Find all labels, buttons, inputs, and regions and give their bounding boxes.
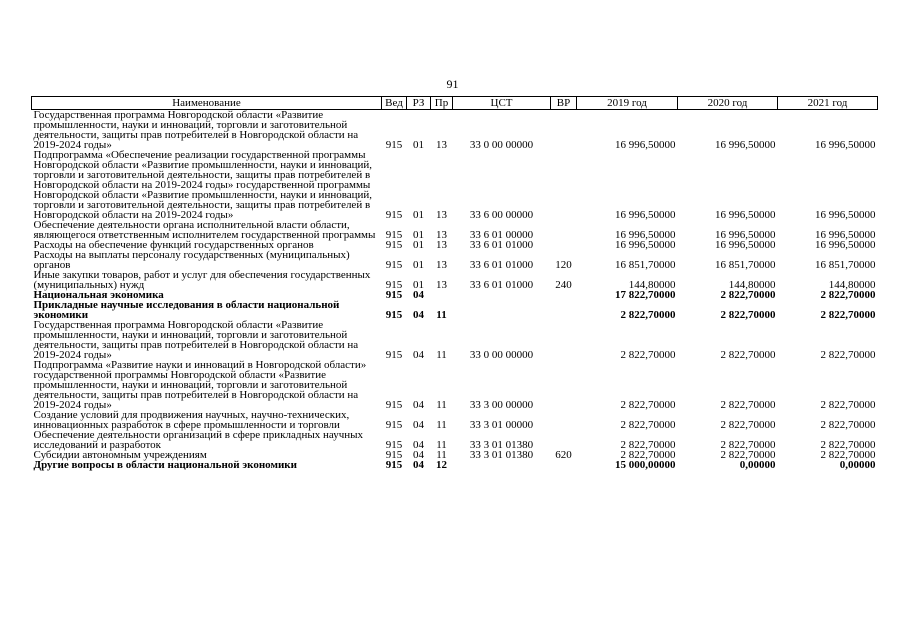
cell-2019: 16 996,50000 xyxy=(615,209,676,221)
cell-2021: 16 996,50000 xyxy=(815,209,876,221)
cell-cst: 33 3 00 00000 xyxy=(469,399,534,411)
cell-ved: 915 xyxy=(385,139,403,151)
cell-vr xyxy=(551,410,577,430)
cell-pr: 11 xyxy=(436,419,447,431)
cell-2021: 0,00000 xyxy=(839,459,876,471)
cell-vr xyxy=(551,320,577,360)
cell-name: Обеспечение деятельности организаций в сфере прикладных научных исследований и разработок xyxy=(33,429,364,451)
cell-rz: 04 xyxy=(413,399,424,411)
cell-name: Расходы на выплаты персоналу государственных (муниципальных) органов xyxy=(33,249,350,271)
table-row xyxy=(32,430,878,450)
cell-ved: 915 xyxy=(385,459,403,471)
cell-pr: 11 xyxy=(436,349,447,361)
cell-name: Государственная программа Новгородской области «Развитие промышленности, науки и инноваций, торговли и заготовительной деятельности, защиты прав потребителей в Новгородской области на 2019-2024 годы» xyxy=(33,319,359,361)
cell-cst: 33 0 00 00000 xyxy=(469,349,534,361)
cell-vr xyxy=(551,360,577,410)
cell-cst: 33 6 00 00000 xyxy=(469,209,534,221)
cell-name: Подпрограмма «Обеспечение реализации государственной программы Новгородской области «Развитие промышленности, науки и инноваций, торговли и заготовительной деятельности, защиты прав потребителей в Новгородской области на 2019-2024 годы» государственной программы Новгородской области «Развитие промышленности, науки и инноваций, торговли и заготовительной деятельности, защиты прав потребителей в Новгородской области на 2019-2024 годы» xyxy=(33,149,373,221)
table-row xyxy=(32,460,878,470)
cell-pr: 11 xyxy=(436,439,447,451)
cell-vr: 240 xyxy=(555,279,572,291)
cell-vr xyxy=(551,220,577,240)
cell-pr: 11 xyxy=(436,309,447,321)
cell-rz: 04 xyxy=(413,349,424,361)
cell-2020: 2 822,70000 xyxy=(720,449,776,461)
cell-pr: 13 xyxy=(436,139,447,151)
cell-2019: 144,80000 xyxy=(628,279,676,291)
cell-2019: 16 851,70000 xyxy=(615,259,676,271)
cell-vr xyxy=(551,300,577,320)
cell-name: Национальная экономика xyxy=(33,289,164,301)
cell-ved: 915 xyxy=(385,289,403,301)
cell-cst: 33 6 01 01000 xyxy=(469,259,534,271)
table-row xyxy=(32,410,878,430)
cell-pr xyxy=(431,290,453,300)
cell-cst: 33 3 01 01380 xyxy=(469,449,534,461)
cell-2020: 2 822,70000 xyxy=(720,419,776,431)
cell-ved: 915 xyxy=(385,399,403,411)
header-pr: Пр xyxy=(431,97,453,110)
header-ved: Вед xyxy=(382,97,407,110)
header-2021: 2021 год xyxy=(778,97,878,110)
cell-rz: 04 xyxy=(413,309,424,321)
cell-2021: 2 822,70000 xyxy=(820,349,876,361)
cell-2020: 16 851,70000 xyxy=(715,259,776,271)
cell-2019: 2 822,70000 xyxy=(620,419,676,431)
cell-cst: 33 6 01 00000 xyxy=(469,229,534,241)
cell-rz: 01 xyxy=(413,279,424,291)
cell-2019: 16 996,50000 xyxy=(615,139,676,151)
cell-vr xyxy=(551,430,577,450)
table-row xyxy=(32,110,878,151)
cell-rz: 04 xyxy=(413,419,424,431)
cell-2019: 2 822,70000 xyxy=(620,399,676,411)
table-row xyxy=(32,250,878,270)
cell-2021: 2 822,70000 xyxy=(820,419,876,431)
table-row xyxy=(32,220,878,240)
cell-cst: 33 3 01 00000 xyxy=(469,419,534,431)
cell-2019: 16 996,50000 xyxy=(615,229,676,241)
cell-pr: 11 xyxy=(436,449,447,461)
cell-2020: 16 996,50000 xyxy=(715,229,776,241)
cell-2020: 16 996,50000 xyxy=(715,239,776,251)
cell-name: Иные закупки товаров, работ и услуг для обеспечения государственных (муниципальных) нужд xyxy=(33,269,371,291)
cell-vr: 120 xyxy=(555,259,572,271)
cell-name: Другие вопросы в области национальной экономики xyxy=(33,459,297,471)
cell-2021: 2 822,70000 xyxy=(820,399,876,411)
cell-2021: 2 822,70000 xyxy=(820,449,876,461)
cell-rz: 01 xyxy=(413,209,424,221)
header-cst: ЦСТ xyxy=(453,97,551,110)
cell-2020: 16 996,50000 xyxy=(715,139,776,151)
cell-name: Подпрограмма «Развитие науки и инноваций в Новгородской области» государственной программы Новгородской области «Развитие промышленности, науки и инноваций, торговли и заготовительной деятельности, защиты прав потребителей в Новгородской области на 2019-2024 годы» xyxy=(33,359,367,411)
cell-pr: 11 xyxy=(436,399,447,411)
cell-ved: 915 xyxy=(385,209,403,221)
cell-2021: 16 996,50000 xyxy=(815,239,876,251)
cell-2020: 0,00000 xyxy=(739,459,776,471)
cell-cst: 33 6 01 01000 xyxy=(469,279,534,291)
cell-2019: 15 000,00000 xyxy=(615,459,676,471)
page-number: 91 xyxy=(446,77,459,91)
cell-2019: 2 822,70000 xyxy=(620,309,676,321)
cell-2021: 2 822,70000 xyxy=(820,439,876,451)
cell-ved: 915 xyxy=(385,449,403,461)
cell-rz: 01 xyxy=(413,259,424,271)
cell-cst xyxy=(453,290,551,300)
cell-cst: 33 6 01 01000 xyxy=(469,239,534,251)
table-row xyxy=(32,360,878,410)
table-row xyxy=(32,320,878,360)
cell-vr xyxy=(551,110,577,151)
cell-2021: 2 822,70000 xyxy=(820,289,876,301)
table-row xyxy=(32,300,878,320)
cell-2020: 2 822,70000 xyxy=(720,309,776,321)
cell-name: Расходы на обеспечение функций государственных органов xyxy=(33,239,314,251)
cell-ved: 915 xyxy=(385,349,403,361)
header-rz: РЗ xyxy=(407,97,431,110)
cell-pr: 13 xyxy=(436,239,447,251)
cell-rz: 01 xyxy=(413,229,424,241)
cell-rz: 04 xyxy=(413,459,424,471)
cell-cst xyxy=(453,300,551,320)
cell-cst xyxy=(453,460,551,470)
cell-rz: 04 xyxy=(413,439,424,451)
cell-2020: 144,80000 xyxy=(728,279,776,291)
cell-rz: 01 xyxy=(413,139,424,151)
cell-cst: 33 3 01 01380 xyxy=(469,439,534,451)
cell-ved: 915 xyxy=(385,279,403,291)
cell-2020: 2 822,70000 xyxy=(720,399,776,411)
header-2020: 2020 год xyxy=(678,97,778,110)
cell-vr xyxy=(551,290,577,300)
cell-ved: 915 xyxy=(385,309,403,321)
cell-ved: 915 xyxy=(385,229,403,241)
cell-pr: 13 xyxy=(436,279,447,291)
budget-table xyxy=(31,96,878,470)
cell-ved: 915 xyxy=(385,259,403,271)
table-row xyxy=(32,150,878,220)
cell-rz: 01 xyxy=(413,239,424,251)
cell-name: Субсидии автономным учреждениям xyxy=(33,449,207,461)
cell-rz: 04 xyxy=(413,449,424,461)
table-row xyxy=(32,270,878,290)
cell-name: Государственная программа Новгородской области «Развитие промышленности, науки и инноваций, торговли и заготовительной деятельности, защиты прав потребителей в Новгородской области на 2019-2024 годы» xyxy=(33,109,359,151)
cell-2021: 16 851,70000 xyxy=(815,259,876,271)
table-header-row xyxy=(32,97,878,110)
cell-2019: 2 822,70000 xyxy=(620,349,676,361)
header-2019: 2019 год xyxy=(577,97,678,110)
cell-pr: 13 xyxy=(436,209,447,221)
cell-ved: 915 xyxy=(385,239,403,251)
cell-pr: 12 xyxy=(436,459,447,471)
cell-pr: 13 xyxy=(436,259,447,271)
cell-2020: 2 822,70000 xyxy=(720,439,776,451)
cell-2019: 17 822,70000 xyxy=(615,289,676,301)
cell-vr xyxy=(551,460,577,470)
cell-2019: 16 996,50000 xyxy=(615,239,676,251)
cell-ved: 915 xyxy=(385,419,403,431)
cell-name: Создание условий для продвижения научных, научно-технических, инновационных разработок в сфере промышленности и торговли xyxy=(33,409,350,431)
cell-name: Прикладные научные исследования в области национальной экономики xyxy=(33,299,340,321)
cell-2021: 2 822,70000 xyxy=(820,309,876,321)
cell-2019: 2 822,70000 xyxy=(620,439,676,451)
cell-2020: 16 996,50000 xyxy=(715,209,776,221)
cell-2019: 2 822,70000 xyxy=(620,449,676,461)
cell-vr: 620 xyxy=(555,449,572,461)
cell-rz: 04 xyxy=(413,289,424,301)
table-body xyxy=(32,110,878,471)
cell-2021: 16 996,50000 xyxy=(815,139,876,151)
cell-cst: 33 0 00 00000 xyxy=(469,139,534,151)
cell-vr xyxy=(551,240,577,250)
cell-2020: 2 822,70000 xyxy=(720,289,776,301)
cell-name: Обеспечение деятельности органа исполнительной власти области, являющегося ответственным исполнителем государственной программы xyxy=(33,219,376,241)
cell-2021: 144,80000 xyxy=(828,279,876,291)
header-vr: ВР xyxy=(551,97,577,110)
cell-2021: 16 996,50000 xyxy=(815,229,876,241)
cell-vr xyxy=(551,150,577,220)
header-name: Наименование xyxy=(32,97,382,110)
cell-pr: 13 xyxy=(436,229,447,241)
cell-ved: 915 xyxy=(385,439,403,451)
cell-2020: 2 822,70000 xyxy=(720,349,776,361)
